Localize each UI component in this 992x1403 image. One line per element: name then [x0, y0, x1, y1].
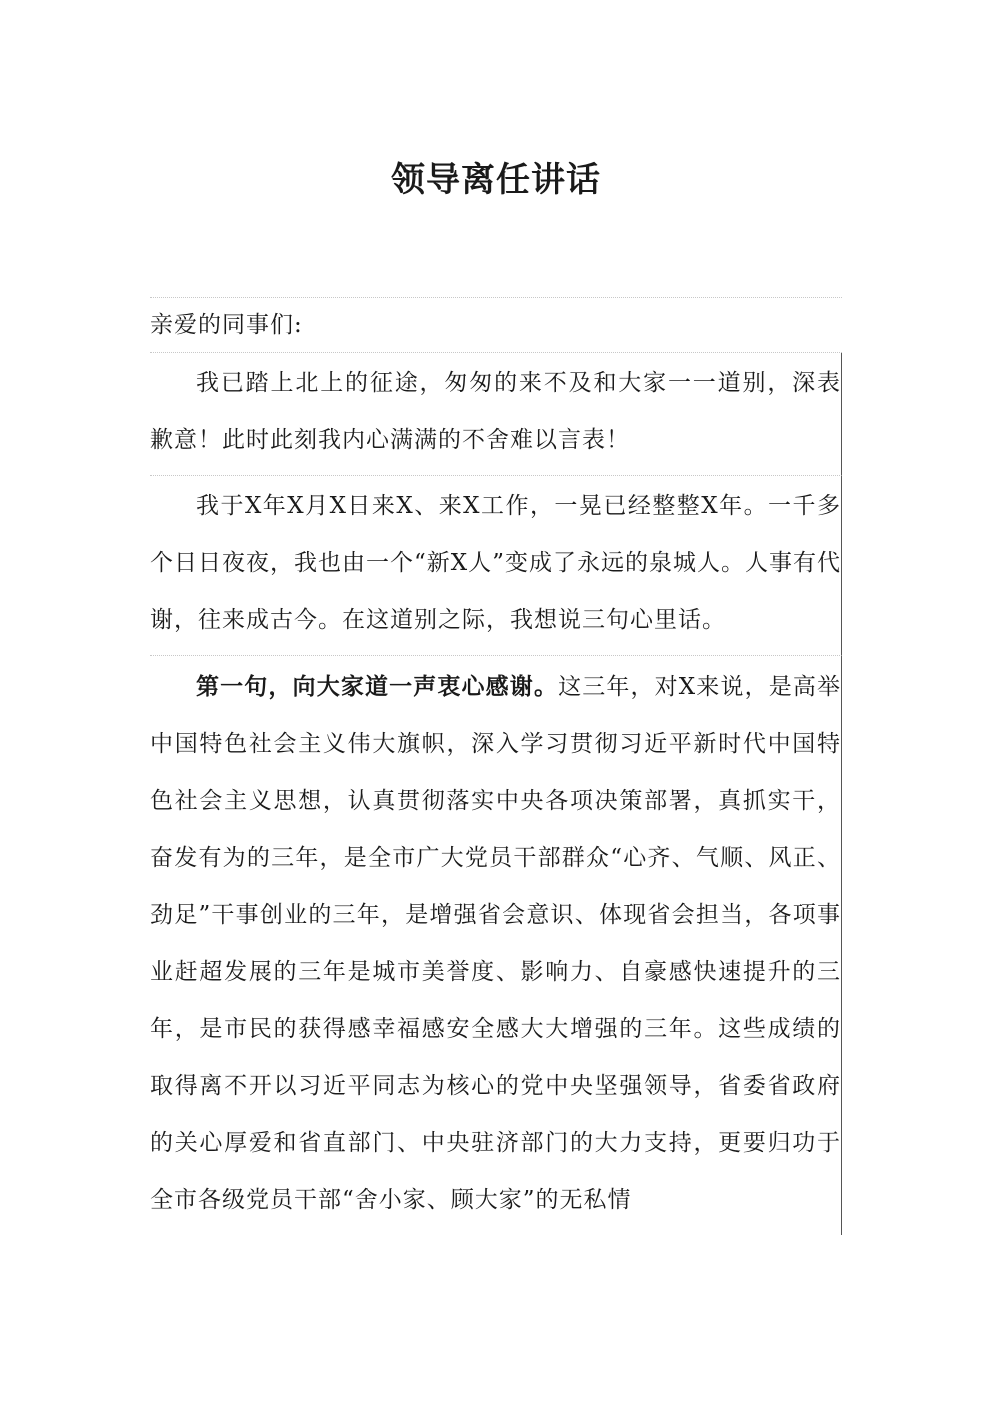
paragraph-1-text: 我已踏上北上的征途，匆匆的来不及和大家一一道别，深表歉意！此时此刻我内心满满的不舍难以言表！ — [150, 370, 841, 453]
document-title: 领导离任讲话 — [391, 160, 601, 200]
paragraph-2-text: 我于X年X月X日来X、来X工作，一晃已经整整X年。一千多个日日夜夜，我也由一个“新X人”变成了永远的泉城人。人事有代谢，往来成古今。在这道别之际，我想说三句心里话。 — [150, 493, 841, 633]
paragraph-3-text: 这三年，对X来说，是高举中国特色社会主义伟大旗帜，深入学习贯彻习近平新时代中国特色社会主义思想，认真贯彻落实中央各项决策部署，真抓实干，奋发有为的三年，是全市广大党员干部群众“心齐、气顺、风正、劲足”干事创业的三年，是增强省会意识、体现省会担当，各项事业赶超发展的三年是城市美誉度、影响力、自豪感快速提升的三年，是市民的获得感幸福感安全感大大增强的三年。这些成绩的取得离不开以习近平同志为核心的党中央坚强领导，省委省政府的关心厚爱和省直部门、中央驻济部门的大力支持，更要归功于全市各级党员干部“舍小家、顾大家”的无私情 — [150, 674, 842, 1213]
paragraph-1 — [150, 353, 842, 475]
document-body — [150, 297, 842, 1235]
paragraph-3-lead: 第一句，向大家道一声衷心感谢。 — [196, 673, 559, 700]
paragraph-2 — [150, 475, 842, 655]
paragraph-3 — [150, 655, 842, 1235]
salutation: 亲爱的同事们: — [150, 297, 842, 353]
